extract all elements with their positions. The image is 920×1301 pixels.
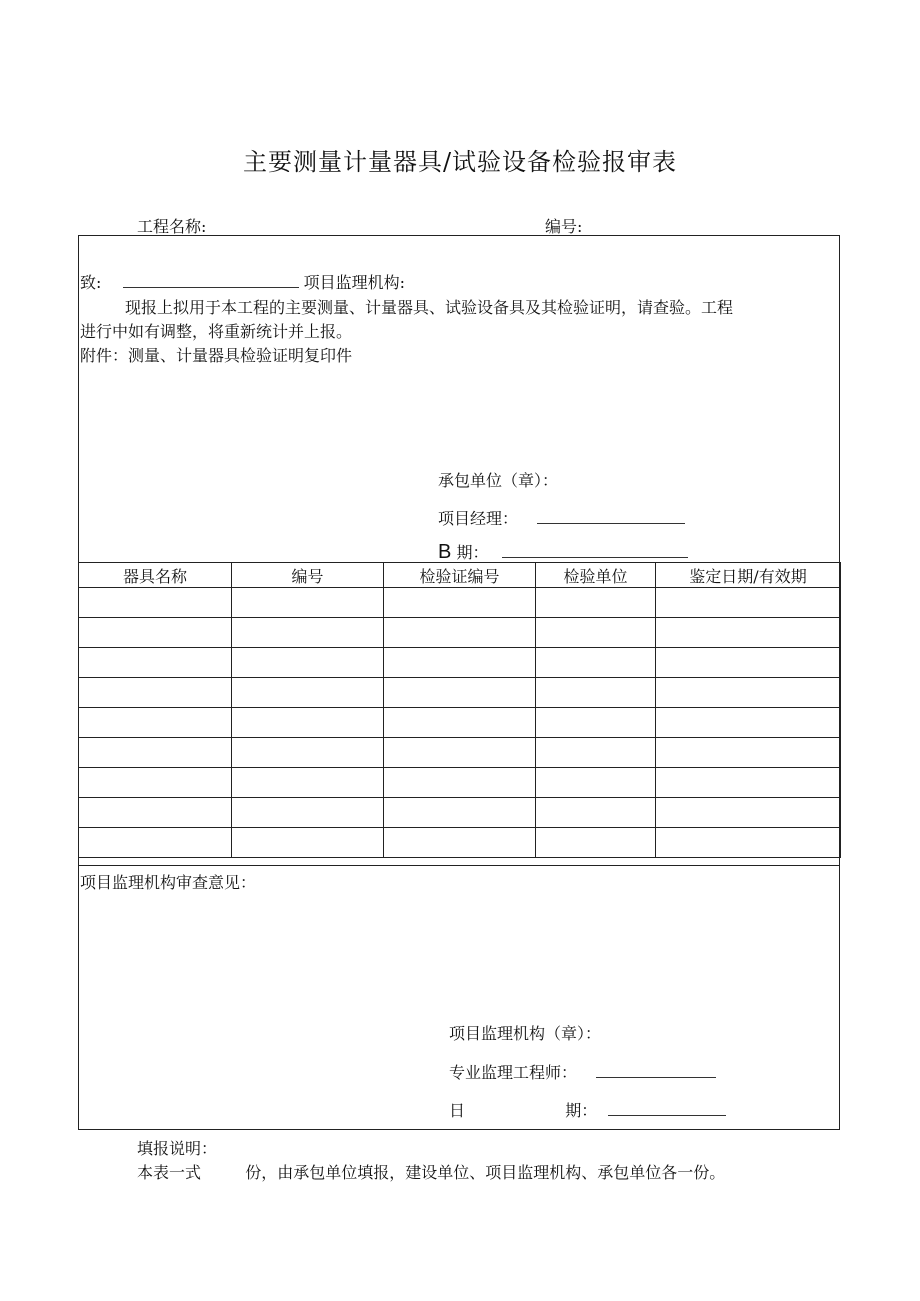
opinion-label: 项目监理机构审查意见： (80, 873, 257, 892)
table-cell[interactable] (384, 618, 536, 648)
header-validity-date: 鉴定日期/有效期 (656, 563, 841, 588)
manager-label: 项目经理： (438, 509, 519, 528)
table-cell[interactable] (79, 648, 232, 678)
notes-line-b: 份，由承包单位填报，建设单位、项目监理机构、承包单位各一份。 (245, 1163, 726, 1182)
engineer-blank[interactable] (596, 1063, 716, 1078)
table-cell[interactable] (384, 588, 536, 618)
table-cell[interactable] (656, 798, 841, 828)
table-cell[interactable] (79, 588, 232, 618)
review-date-left: 日 (449, 1101, 466, 1120)
date-label: 期： (456, 543, 489, 562)
table-cell[interactable] (384, 708, 536, 738)
table-cell[interactable] (79, 738, 232, 768)
table-cell[interactable] (232, 648, 384, 678)
engineer-line (449, 1060, 716, 1083)
table-row (79, 738, 841, 768)
table-cell[interactable] (384, 828, 536, 858)
table-row (79, 648, 841, 678)
table-cell[interactable] (384, 738, 536, 768)
table-cell[interactable] (232, 738, 384, 768)
table-row (79, 708, 841, 738)
table-cell[interactable] (79, 768, 232, 798)
notes-title: 填报说明： (137, 1139, 218, 1158)
header-certificate-number: 检验证编号 (384, 563, 536, 588)
manager-blank[interactable] (537, 509, 685, 524)
table-row (79, 618, 841, 648)
table-cell[interactable] (656, 828, 841, 858)
date-blank[interactable] (502, 543, 688, 558)
table-cell[interactable] (536, 618, 656, 648)
table-cell[interactable] (536, 588, 656, 618)
section-divider (78, 865, 840, 866)
table-cell[interactable] (79, 798, 232, 828)
table-cell[interactable] (79, 678, 232, 708)
table-cell[interactable] (536, 828, 656, 858)
recipient-blank[interactable] (123, 273, 299, 288)
to-suffix: 项目监理机构: (303, 273, 405, 292)
notes-line-a: 本表一式 (137, 1163, 202, 1182)
table-row (79, 768, 841, 798)
notes-line (137, 1160, 725, 1183)
table-cell[interactable] (536, 708, 656, 738)
header-inspection-unit: 检验单位 (536, 563, 656, 588)
table-cell[interactable] (536, 798, 656, 828)
table-cell[interactable] (656, 708, 841, 738)
manager-line (438, 506, 685, 529)
review-date-line (449, 1098, 726, 1121)
table-cell[interactable] (536, 768, 656, 798)
equipment-table (78, 562, 841, 858)
table-cell[interactable] (384, 648, 536, 678)
review-date-blank[interactable] (608, 1101, 726, 1116)
table-header-row (79, 563, 841, 588)
table-row (79, 678, 841, 708)
header-number: 编号 (232, 563, 384, 588)
table-cell[interactable] (384, 678, 536, 708)
table-cell[interactable] (384, 768, 536, 798)
table-cell[interactable] (79, 618, 232, 648)
table-cell[interactable] (232, 798, 384, 828)
table-cell[interactable] (232, 588, 384, 618)
table-cell[interactable] (232, 618, 384, 648)
supervision-label: 项目监理机构（章）： (449, 1024, 602, 1043)
table-row (79, 828, 841, 858)
to-line (80, 270, 405, 293)
table-cell[interactable] (656, 588, 841, 618)
to-label: 致: (80, 273, 102, 292)
table-cell[interactable] (656, 648, 841, 678)
table-cell[interactable] (232, 678, 384, 708)
body-line-2: 进行中如有调整，将重新统计并上报。 (80, 322, 353, 341)
table-cell[interactable] (536, 738, 656, 768)
table-cell[interactable] (384, 798, 536, 828)
date-line (438, 540, 688, 564)
table-cell[interactable] (79, 828, 232, 858)
table-cell[interactable] (232, 768, 384, 798)
header-equipment-name: 器具名称 (79, 563, 232, 588)
table-body (79, 588, 841, 858)
table-cell[interactable] (656, 768, 841, 798)
table-cell[interactable] (656, 738, 841, 768)
engineer-label: 专业监理工程师： (449, 1063, 578, 1082)
review-date-right: 期： (565, 1101, 598, 1120)
table-cell[interactable] (232, 708, 384, 738)
contractor-label: 承包单位（章）： (438, 471, 559, 490)
project-name-label: 工程名称: (137, 217, 207, 236)
date-prefix: B (438, 541, 452, 563)
table-cell[interactable] (536, 678, 656, 708)
body-line-1: 现报上拟用于本工程的主要测量、计量器具、试验设备具及其检验证明，请查验。工程 (125, 298, 734, 317)
number-label: 编号: (545, 217, 583, 236)
table-row (79, 798, 841, 828)
table-row (79, 588, 841, 618)
table-cell[interactable] (656, 678, 841, 708)
table-cell[interactable] (656, 618, 841, 648)
form-title: 主要测量计量器具/试验设备检验报审表 (242, 148, 678, 176)
table-cell[interactable] (536, 648, 656, 678)
table-cell[interactable] (79, 708, 232, 738)
attachment-line: 附件：测量、计量器具检验证明复印件 (80, 346, 353, 365)
table-cell[interactable] (232, 828, 384, 858)
